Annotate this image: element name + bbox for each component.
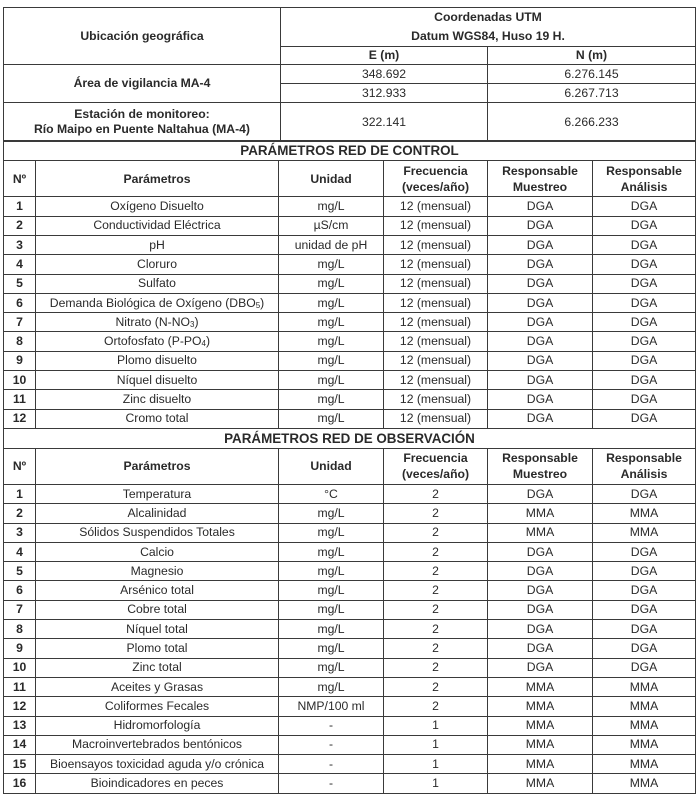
row-number: 7: [4, 600, 36, 619]
area-point-1-n: 6.276.145: [488, 65, 696, 84]
row-number: 10: [4, 658, 36, 677]
table-row: [4, 504, 696, 523]
row-resp-sampling: DGA: [488, 390, 593, 409]
row-parameter: [36, 293, 279, 312]
observation-section-title: PARÁMETROS RED DE OBSERVACIÓN: [4, 428, 696, 448]
table-row: [4, 774, 696, 793]
table-row: [4, 755, 696, 774]
header-frequency-line1: Frecuencia: [403, 163, 468, 178]
header-resp-sampling-line1: Responsable: [502, 163, 578, 178]
row-parameter: Coliformes Fecales: [36, 697, 279, 716]
row-resp-analysis: DGA: [593, 371, 696, 390]
row-parameter: Bioindicadores en peces: [36, 774, 279, 793]
row-parameter: Sólidos Suspendidos Totales: [36, 523, 279, 542]
monitoring-document: [3, 7, 695, 794]
row-resp-analysis: DGA: [593, 620, 696, 639]
row-unit: -: [279, 735, 384, 754]
row-frequency: 2: [384, 600, 488, 619]
row-resp-analysis: DGA: [593, 255, 696, 274]
row-number: 4: [4, 255, 36, 274]
row-frequency: 2: [384, 639, 488, 658]
header-resp-sampling-line2: Muestreo: [512, 179, 568, 194]
row-number: 16: [4, 774, 36, 793]
table-row: [4, 197, 696, 216]
row-frequency: 12 (mensual): [384, 274, 488, 293]
row-frequency: 12 (mensual): [384, 255, 488, 274]
table-row: [4, 600, 696, 619]
row-resp-analysis: DGA: [593, 351, 696, 370]
header-num: Nº: [4, 448, 36, 484]
header-num: Nº: [4, 161, 36, 197]
parameter-text: Nitrato (N-NO: [115, 314, 190, 329]
row-unit: mg/L: [279, 600, 384, 619]
row-resp-sampling: MMA: [488, 523, 593, 542]
row-unit: µS/cm: [279, 216, 384, 235]
table-row: [4, 716, 696, 735]
row-frequency: 1: [384, 774, 488, 793]
row-unit: mg/L: [279, 639, 384, 658]
row-number: 8: [4, 332, 36, 351]
row-unit: -: [279, 716, 384, 735]
row-parameter: Zinc disuelto: [36, 390, 279, 409]
row-resp-sampling: DGA: [488, 332, 593, 351]
row-resp-sampling: MMA: [488, 677, 593, 696]
area-point-2-n: 6.267.713: [488, 84, 696, 103]
table-row: [4, 293, 696, 312]
row-resp-sampling: DGA: [488, 484, 593, 503]
row-number: 9: [4, 639, 36, 658]
coordinates-title-line1: Coordenadas UTM: [434, 10, 542, 24]
row-resp-sampling: DGA: [488, 581, 593, 600]
row-frequency: 12 (mensual): [384, 293, 488, 312]
table-row: [4, 371, 696, 390]
row-number: 11: [4, 677, 36, 696]
row-resp-analysis: DGA: [593, 197, 696, 216]
row-frequency: 12 (mensual): [384, 390, 488, 409]
row-parameter: Temperatura: [36, 484, 279, 503]
row-resp-analysis: MMA: [593, 755, 696, 774]
observation-header-row: [4, 448, 696, 484]
location-header-label: Ubicación geográfica: [4, 8, 281, 65]
row-resp-sampling: MMA: [488, 735, 593, 754]
row-resp-sampling: DGA: [488, 639, 593, 658]
station-label-line2: Río Maipo en Puente Naltahua (MA-4): [33, 122, 250, 136]
header-resp-analysis-line2: Análisis: [620, 179, 668, 194]
parameter-suffix: ): [260, 295, 265, 310]
row-resp-sampling: MMA: [488, 697, 593, 716]
row-frequency: 2: [384, 620, 488, 639]
row-parameter: Cloruro: [36, 255, 279, 274]
table-row: [4, 697, 696, 716]
row-parameter: [36, 313, 279, 332]
row-number: 3: [4, 523, 36, 542]
row-resp-analysis: DGA: [593, 236, 696, 255]
row-parameter: Níquel disuelto: [36, 371, 279, 390]
row-unit: mg/L: [279, 390, 384, 409]
row-parameter: Calcio: [36, 542, 279, 561]
parameter-subscript: 3: [189, 319, 195, 329]
row-parameter: Macroinvertebrados bentónicos: [36, 735, 279, 754]
parameter-text: Demanda Biológica de Oxígeno (DBO: [49, 295, 256, 310]
station-label-line1: Estación de monitoreo:: [74, 107, 210, 121]
row-resp-analysis: DGA: [593, 274, 696, 293]
row-resp-analysis: DGA: [593, 562, 696, 581]
row-number: 9: [4, 351, 36, 370]
row-frequency: 2: [384, 542, 488, 561]
row-unit: mg/L: [279, 351, 384, 370]
row-frequency: 2: [384, 523, 488, 542]
row-number: 14: [4, 735, 36, 754]
row-unit: mg/L: [279, 293, 384, 312]
row-unit: mg/L: [279, 542, 384, 561]
row-unit: mg/L: [279, 409, 384, 428]
row-unit: °C: [279, 484, 384, 503]
row-resp-sampling: MMA: [488, 504, 593, 523]
row-frequency: 2: [384, 697, 488, 716]
row-parameter: Cromo total: [36, 409, 279, 428]
row-frequency: 1: [384, 716, 488, 735]
row-resp-sampling: DGA: [488, 216, 593, 235]
table-row: [4, 658, 696, 677]
header-resp-sampling: [488, 448, 593, 484]
header-frequency-line1: Frecuencia: [403, 451, 468, 466]
area-label: Área de vigilancia MA-4: [4, 65, 281, 103]
row-resp-analysis: DGA: [593, 542, 696, 561]
table-row: [4, 581, 696, 600]
header-resp-analysis-line2: Análisis: [620, 467, 668, 482]
col-e-header: E (m): [281, 47, 488, 65]
table-row: [4, 523, 696, 542]
row-number: 10: [4, 371, 36, 390]
row-unit: mg/L: [279, 562, 384, 581]
header-resp-analysis: [593, 448, 696, 484]
parameter-subscript: 5: [255, 300, 261, 310]
row-resp-analysis: DGA: [593, 313, 696, 332]
header-param: Parámetros: [36, 448, 279, 484]
station-label: [4, 103, 281, 142]
table-row: [4, 216, 696, 235]
row-frequency: 12 (mensual): [384, 351, 488, 370]
header-frequency-line2: (veces/año): [401, 179, 470, 194]
station-e: 322.141: [281, 103, 488, 142]
row-parameter: Bioensayos toxicidad aguda y/o crónica: [36, 755, 279, 774]
row-parameter: Zinc total: [36, 658, 279, 677]
row-number: 8: [4, 620, 36, 639]
row-number: 6: [4, 581, 36, 600]
row-number: 6: [4, 293, 36, 312]
col-n-header: N (m): [488, 47, 696, 65]
row-unit: mg/L: [279, 677, 384, 696]
area-point-2-e: 312.933: [281, 84, 488, 103]
row-unit: mg/L: [279, 658, 384, 677]
row-number: 1: [4, 484, 36, 503]
row-frequency: 2: [384, 484, 488, 503]
table-row: [4, 677, 696, 696]
row-frequency: 12 (mensual): [384, 371, 488, 390]
table-row: [4, 735, 696, 754]
row-resp-sampling: DGA: [488, 409, 593, 428]
table-row: [4, 313, 696, 332]
control-rows: [4, 197, 696, 429]
row-resp-analysis: DGA: [593, 600, 696, 619]
row-unit: -: [279, 774, 384, 793]
row-frequency: 2: [384, 504, 488, 523]
row-resp-sampling: DGA: [488, 274, 593, 293]
table-row: [4, 639, 696, 658]
row-parameter: pH: [36, 236, 279, 255]
row-unit: -: [279, 755, 384, 774]
row-resp-analysis: DGA: [593, 332, 696, 351]
row-resp-analysis: MMA: [593, 716, 696, 735]
row-frequency: 12 (mensual): [384, 216, 488, 235]
row-resp-sampling: DGA: [488, 542, 593, 561]
row-frequency: 12 (mensual): [384, 332, 488, 351]
row-frequency: 1: [384, 735, 488, 754]
row-parameter: Conductividad Eléctrica: [36, 216, 279, 235]
row-number: 7: [4, 313, 36, 332]
row-unit: mg/L: [279, 255, 384, 274]
row-resp-analysis: DGA: [593, 390, 696, 409]
table-row: [4, 236, 696, 255]
row-frequency: 2: [384, 581, 488, 600]
coordinates-title-line2: Datum WGS84, Huso 19 H.: [411, 29, 565, 43]
row-unit: mg/L: [279, 523, 384, 542]
row-resp-sampling: DGA: [488, 562, 593, 581]
table-row: [4, 562, 696, 581]
row-unit: mg/L: [279, 581, 384, 600]
header-unit: Unidad: [279, 448, 384, 484]
row-resp-sampling: DGA: [488, 313, 593, 332]
row-resp-analysis: MMA: [593, 523, 696, 542]
row-number: 1: [4, 197, 36, 216]
row-number: 5: [4, 274, 36, 293]
row-resp-analysis: DGA: [593, 658, 696, 677]
row-parameter: [36, 332, 279, 351]
row-unit: mg/L: [279, 313, 384, 332]
table-row: [4, 274, 696, 293]
row-number: 11: [4, 390, 36, 409]
row-parameter: Magnesio: [36, 562, 279, 581]
row-unit: mg/L: [279, 620, 384, 639]
header-frequency-line2: (veces/año): [401, 467, 470, 482]
row-frequency: 12 (mensual): [384, 197, 488, 216]
row-number: 5: [4, 562, 36, 581]
row-resp-sampling: DGA: [488, 620, 593, 639]
header-param: Parámetros: [36, 161, 279, 197]
row-resp-analysis: MMA: [593, 697, 696, 716]
row-number: 12: [4, 697, 36, 716]
row-parameter: Arsénico total: [36, 581, 279, 600]
row-parameter: Aceites y Grasas: [36, 677, 279, 696]
header-resp-analysis: [593, 161, 696, 197]
row-parameter: Níquel total: [36, 620, 279, 639]
row-number: 4: [4, 542, 36, 561]
row-frequency: 12 (mensual): [384, 313, 488, 332]
location-table: [3, 7, 696, 142]
table-row: [4, 351, 696, 370]
row-resp-sampling: MMA: [488, 716, 593, 735]
row-resp-analysis: DGA: [593, 293, 696, 312]
row-number: 2: [4, 216, 36, 235]
row-resp-sampling: DGA: [488, 197, 593, 216]
header-resp-sampling-line1: Responsable: [502, 451, 578, 466]
row-unit: mg/L: [279, 504, 384, 523]
row-frequency: 2: [384, 562, 488, 581]
row-resp-analysis: DGA: [593, 216, 696, 235]
row-unit: mg/L: [279, 371, 384, 390]
table-row: [4, 390, 696, 409]
row-parameter: Plomo disuelto: [36, 351, 279, 370]
coordinates-title: [281, 8, 696, 47]
header-resp-analysis-line1: Responsable: [606, 451, 682, 466]
row-parameter: Sulfato: [36, 274, 279, 293]
row-resp-analysis: MMA: [593, 677, 696, 696]
header-resp-sampling: [488, 161, 593, 197]
header-unit: Unidad: [279, 161, 384, 197]
control-header-row: [4, 161, 696, 197]
parameter-suffix: ): [205, 334, 211, 349]
row-resp-sampling: DGA: [488, 236, 593, 255]
table-row: [4, 409, 696, 428]
row-frequency: 1: [384, 755, 488, 774]
parameter-text: Ortofosfato (P-PO: [103, 334, 202, 349]
table-row: [4, 484, 696, 503]
row-resp-analysis: MMA: [593, 735, 696, 754]
table-row: [4, 620, 696, 639]
table-row: [4, 542, 696, 561]
control-section-title: PARÁMETROS RED DE CONTROL: [4, 141, 696, 161]
row-resp-sampling: DGA: [488, 293, 593, 312]
row-frequency: 12 (mensual): [384, 409, 488, 428]
row-resp-analysis: DGA: [593, 639, 696, 658]
row-resp-sampling: DGA: [488, 600, 593, 619]
row-resp-analysis: DGA: [593, 581, 696, 600]
header-resp-analysis-line1: Responsable: [606, 163, 682, 178]
row-resp-sampling: DGA: [488, 658, 593, 677]
row-resp-analysis: DGA: [593, 484, 696, 503]
row-number: 12: [4, 409, 36, 428]
row-unit: mg/L: [279, 197, 384, 216]
row-unit: mg/L: [279, 332, 384, 351]
row-parameter: Alcalinidad: [36, 504, 279, 523]
row-resp-sampling: MMA: [488, 774, 593, 793]
row-resp-sampling: DGA: [488, 255, 593, 274]
row-number: 13: [4, 716, 36, 735]
row-frequency: 2: [384, 658, 488, 677]
row-resp-analysis: MMA: [593, 774, 696, 793]
row-unit: NMP/100 ml: [279, 697, 384, 716]
row-unit: mg/L: [279, 274, 384, 293]
header-frequency: [384, 448, 488, 484]
parameter-suffix: ): [194, 314, 199, 329]
header-frequency: [384, 161, 488, 197]
row-parameter: Hidromorfología: [36, 716, 279, 735]
row-number: 15: [4, 755, 36, 774]
table-row: [4, 255, 696, 274]
parameters-table: [3, 140, 696, 793]
station-n: 6.266.233: [488, 103, 696, 142]
row-resp-sampling: DGA: [488, 351, 593, 370]
row-frequency: 12 (mensual): [384, 236, 488, 255]
row-parameter: Cobre total: [36, 600, 279, 619]
row-frequency: 2: [384, 677, 488, 696]
header-resp-sampling-line2: Muestreo: [512, 467, 568, 482]
row-unit: unidad de pH: [279, 236, 384, 255]
row-resp-sampling: MMA: [488, 755, 593, 774]
observation-rows: [4, 484, 696, 793]
row-number: 2: [4, 504, 36, 523]
row-resp-analysis: DGA: [593, 409, 696, 428]
row-resp-analysis: MMA: [593, 504, 696, 523]
row-parameter: Plomo total: [36, 639, 279, 658]
area-point-1-e: 348.692: [281, 65, 488, 84]
row-number: 3: [4, 236, 36, 255]
parameter-subscript: 4: [201, 339, 206, 349]
row-parameter: Oxígeno Disuelto: [36, 197, 279, 216]
table-row: [4, 332, 696, 351]
row-resp-sampling: DGA: [488, 371, 593, 390]
